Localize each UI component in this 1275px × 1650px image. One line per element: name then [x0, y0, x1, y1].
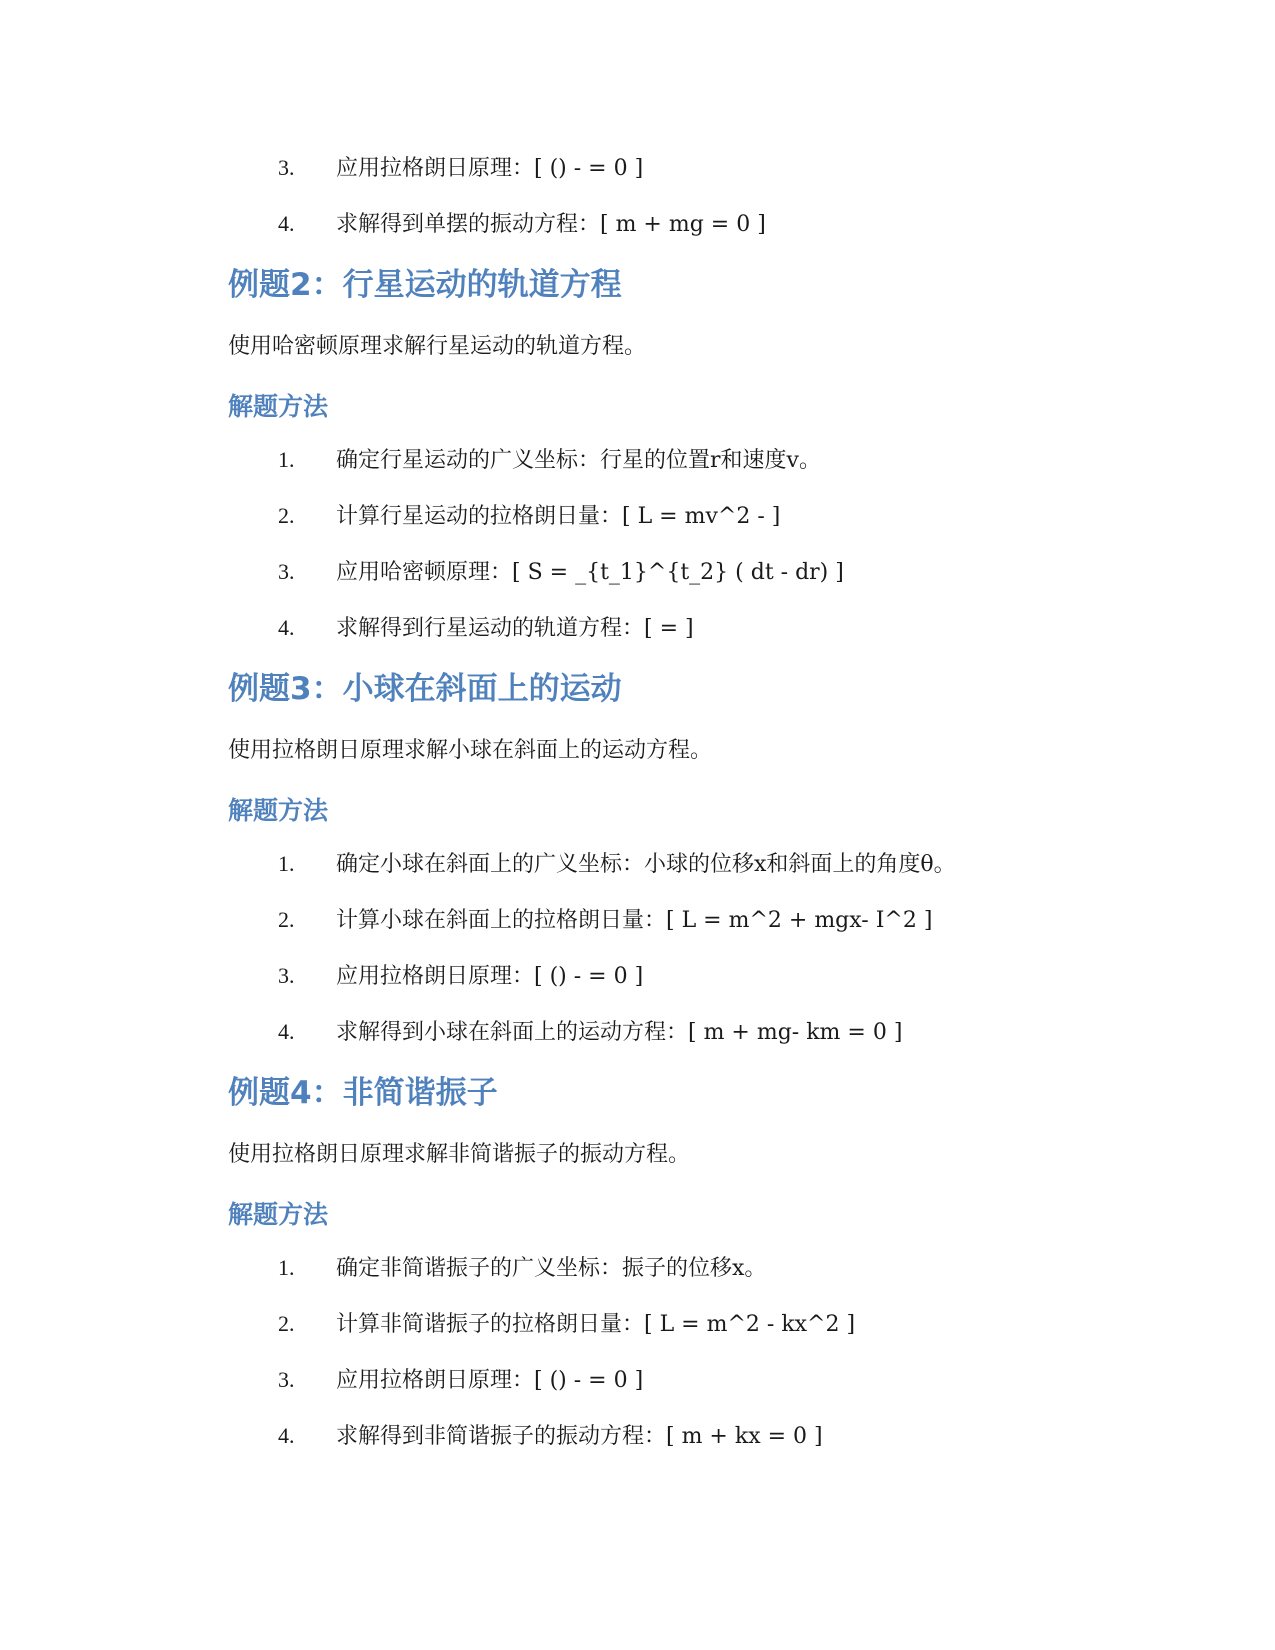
- list-item: [228, 1408, 1048, 1464]
- step-number: 2.: [278, 1311, 295, 1336]
- example-4-section: [228, 1062, 1048, 1464]
- step-number: 4.: [278, 1019, 295, 1044]
- list-item: [228, 892, 1048, 948]
- document-content: [228, 140, 1048, 1464]
- step-text: 计算行星运动的拉格朗日量：[ L = mv^2 - ]: [336, 504, 781, 529]
- step-number: 2.: [278, 503, 295, 528]
- step-text: 应用哈密顿原理：[ S = _{t_1}^{t_2} ( dt - dr) ]: [336, 560, 844, 585]
- example-2-section: [228, 254, 1048, 656]
- step-text: 应用拉格朗日原理：[ () - = 0 ]: [336, 1368, 644, 1393]
- list-item: [228, 948, 1048, 1004]
- step-text: 求解得到行星运动的轨道方程：[ = ]: [336, 616, 694, 641]
- list-item: [228, 140, 1048, 196]
- list-item: [228, 544, 1048, 600]
- example-3-description: 使用拉格朗日原理求解小球在斜面上的运动方程。: [228, 738, 713, 763]
- step-number: 4.: [278, 1423, 295, 1448]
- list-item: [228, 1004, 1048, 1060]
- step-number: 3.: [278, 155, 295, 180]
- list-item: [228, 432, 1048, 488]
- example-2-description: 使用哈密顿原理求解行星运动的轨道方程。: [228, 334, 647, 359]
- example-3-section: [228, 658, 1048, 1060]
- step-text: 确定行星运动的广义坐标：行星的位置r和速度v。: [336, 448, 821, 473]
- example-4-title: 例题4：非简谐振子: [228, 1075, 498, 1111]
- step-text: 求解得到小球在斜面上的运动方程：[ m + mg- km = 0 ]: [336, 1020, 903, 1045]
- example-2-method-heading: 解题方法: [228, 392, 329, 421]
- example-4-description: 使用拉格朗日原理求解非简谐振子的振动方程。: [228, 1142, 691, 1167]
- list-item: [228, 836, 1048, 892]
- step-number: 4.: [278, 211, 295, 236]
- example-2-steps: [228, 432, 1048, 656]
- step-text: 应用拉格朗日原理：[ () - = 0 ]: [336, 964, 644, 989]
- step-number: 3.: [278, 1367, 295, 1392]
- step-number: 2.: [278, 907, 295, 932]
- example-2-title: 例题2：行星运动的轨道方程: [228, 267, 622, 303]
- list-item: [228, 600, 1048, 656]
- list-item: [228, 1352, 1048, 1408]
- example-4-steps: [228, 1240, 1048, 1464]
- example-4-method-heading: 解题方法: [228, 1200, 329, 1229]
- step-text: 计算非简谐振子的拉格朗日量：[ L = m^2 - kx^2 ]: [336, 1312, 856, 1337]
- list-item: [228, 1296, 1048, 1352]
- step-text: 确定小球在斜面上的广义坐标：小球的位移x和斜面上的角度θ。: [336, 852, 956, 877]
- step-number: 1.: [278, 851, 295, 876]
- step-text: 计算小球在斜面上的拉格朗日量：[ L = m^2 + mgx- I^2 ]: [336, 908, 933, 933]
- step-number: 1.: [278, 447, 295, 472]
- step-number: 3.: [278, 963, 295, 988]
- continued-steps-list: [228, 140, 1048, 252]
- step-text: 应用拉格朗日原理：[ () - = 0 ]: [336, 156, 644, 181]
- example-3-steps: [228, 836, 1048, 1060]
- step-text: 确定非简谐振子的广义坐标：振子的位移x。: [336, 1256, 767, 1281]
- list-item: [228, 488, 1048, 544]
- example-3-title: 例题3：小球在斜面上的运动: [228, 671, 622, 707]
- list-item: [228, 1240, 1048, 1296]
- step-number: 4.: [278, 615, 295, 640]
- step-text: 求解得到单摆的振动方程：[ m + mg = 0 ]: [336, 212, 766, 237]
- step-text: 求解得到非简谐振子的振动方程：[ m + kx = 0 ]: [336, 1424, 823, 1449]
- list-item: [228, 196, 1048, 252]
- step-number: 1.: [278, 1255, 295, 1280]
- example-3-method-heading: 解题方法: [228, 796, 329, 825]
- step-number: 3.: [278, 559, 295, 584]
